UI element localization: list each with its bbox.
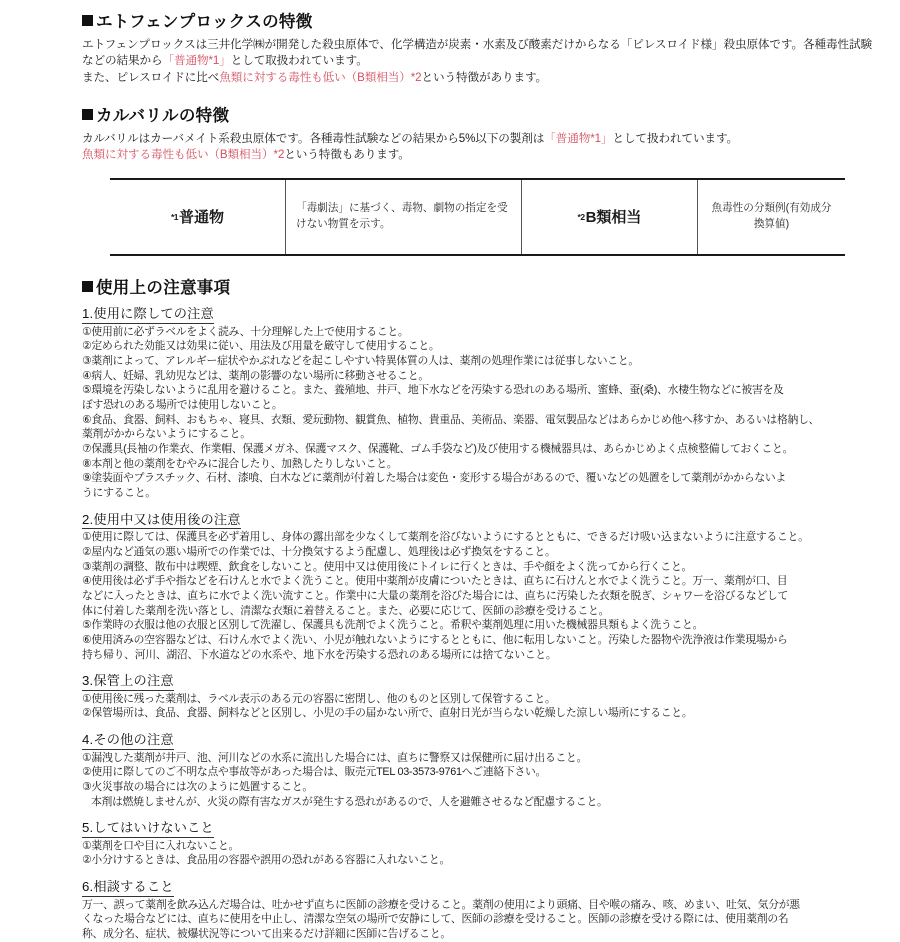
highlighted-text: 「普通物*1」 [544,131,613,145]
notice-item: ③薬剤によって、アレルギー症状やかぶれなどを起こしやすい特異体質の人は、薬剤の処理作業には従事しないこと。 [82,354,639,367]
notice-item: くなった場合などには、直ちに使用を中止し、清潔な空気の場所で安静にして、医師の診療を受けること。医師の診療を受ける際には、使用薬剤の名 [82,913,789,926]
footnote-marker: *2 [577,212,585,223]
plain-text: として取扱われています。 [230,54,368,68]
square-bullet-icon [82,15,93,26]
notice-group-title: 1.使用に際しての注意 [82,306,214,324]
highlighted-text: 魚類に対する毒性も低い（B類相当）*2 [82,148,285,162]
paragraph [82,131,878,147]
term-cell-b-class [522,179,698,255]
notice-item: 体に付着した薬剤を洗い落とし、清潔な衣類に着替えること。また、必要に応じて、医師の診療を受けること。 [82,604,610,617]
notice-item: ②使用に際してのご不明な点や事故等があった場合は、販売元TEL 03-3573-9761へご連絡下さい。 [82,766,547,779]
section-usage-notices [82,278,878,942]
definition-table-wrapper [110,178,845,256]
square-bullet-icon [82,109,93,120]
notice-group [82,302,878,501]
notice-item: ①使用に際しては、保護具を必ず着用し、身体の露出部を少なくして薬剤を浴びないようにするとともに、できるだけ吸い込まないように注意すること。 [82,531,809,544]
notice-item: ⑧本剤と他の薬剤をむやみに混合したり、加熱したりしないこと。 [82,457,398,470]
paragraph [82,37,878,70]
plain-text: という特徴があります。 [421,70,548,84]
notice-item: ⑦保護具(長袖の作業衣、作業帽、保護メガネ、保護マスク、保護靴、ゴム手袋など)及び使用する機械器具は、あらかじめよく点検整備しておくこと。 [82,443,794,456]
notice-item: 本剤は燃焼しませんが、火災の際有害なガスが発生する恐れがあるので、人を避難させるなど配慮すること。 [91,795,608,808]
notice-item: ①使用前に必ずラベルをよく読み、十分理解した上で使用すること。 [82,325,409,338]
plain-text: エトフェンプロックスは三井化学㈱が開発した殺虫原体で、化学構造が炭素・水素及び酸素だけからなる「ピレスロイド様」殺虫原体です。各種毒性試験などの結果から [82,37,872,68]
notice-item: ぼす恐れのある場所では使用しないこと。 [82,399,283,411]
plain-text: また、ピレスロイドに比べ [82,70,220,84]
notice-item: ②定められた効能又は効果に従い、用法及び用量を厳守して使用すること。 [82,340,440,353]
notice-item: ⑥使用済みの空容器などは、石けん水でよく洗い、小児が触れないようにするとともに、他に転用しないこと。汚染した器物や洗浄液は作業現場から [82,633,788,646]
notice-group-title: 3.保管上の注意 [82,673,174,691]
notice-item: ⑤環境を汚染しないように乱用を避けること。また、養殖地、井戸、地下水などを汚染する恐れのある場所、蜜蜂、蚕(桑)、水棲生物などに被害を及 [82,384,784,397]
definition-table-body [110,179,845,255]
square-bullet-icon [82,281,93,292]
notice-item: ③火災事故の場合には次のように処置すること。 [82,780,313,793]
section-heading-text: カルバリルの特徴 [96,106,230,125]
paragraph [82,147,878,163]
notice-item: ④使用後は必ず手や指などを石けんと水でよく洗うこと。使用中薬剤が皮膚についたときは、直ちに石けんと水でよく洗うこと。万一、薬剤が口、目 [82,575,788,588]
term-label: 普通物 [179,209,225,227]
notice-group [82,721,878,809]
description-cell-b-class: 魚毒性の分類例(有効成分換算値) [711,202,832,230]
notice-item: 薬剤がかからないようにすること。 [82,428,251,441]
section-heading-text: エトフェンプロックスの特徴 [96,13,313,31]
notice-group [82,868,878,942]
notice-item: うにすること。 [82,487,156,500]
highlighted-text: 「普通物*1」 [162,54,231,68]
plain-text: カルバリルはカーバメイト系殺虫原体です。各種毒性試験などの結果から5%以下の製剤は [82,131,545,145]
notice-item: ①薬剤を口や目に入れないこと。 [82,839,240,852]
notice-item: ①使用後に残った薬剤は、ラベル表示のある元の容器に密閉し、他のものと区別して保管すること。 [82,692,556,705]
notice-item: 持ち帰り、河川、湖沼、下水道などの水系や、地下水を汚染する恐れのある場所には捨てないこと。 [82,648,557,661]
notice-group-list [82,302,878,942]
notice-group [82,501,878,663]
paragraph [82,70,878,86]
notice-item: ⑨塗装面やプラスチック、石材、漆喰、白木などに薬剤が付着した場合は変色・変形する場合があるので、覆いなどの処置をして薬剤がかからないよ [82,472,787,485]
notice-group-title: 6.相談すること [82,879,174,897]
notice-group [82,809,878,868]
notice-item: ④病人、妊婦、乳幼児などは、薬剤の影響のない場所に移動させること。 [82,369,429,382]
highlighted-text: 魚類に対する毒性も低い（B類相当）*2 [219,70,422,84]
description-cell-futsubutsu: 「毒劇法」に基づく、毒物、劇物の指定を受けない物質を示す。 [286,179,522,255]
plain-text: という特徴もあります。 [284,148,410,162]
section-heading-carbaryl [82,106,878,127]
term-label: B類相当 [585,209,642,227]
definition-table [110,178,845,256]
notice-item: 称、成分名、症状、被爆状況等について出来るだけ詳細に医師に告げること。 [82,927,451,940]
footnote-marker: *1 [170,212,179,223]
notice-item: ⑥食品、食器、飼料、おもちゃ、寝具、衣類、愛玩動物、観賞魚、植物、貴重品、美術品、楽器、電気製品などはあらかじめ他へ移すか、あるいは格納し、 [82,413,820,426]
section-heading-etofenprox [82,12,878,33]
notice-item: ②小分けするときは、食品用の容器や誤用の恐れがある容器に入れないこと。 [82,854,451,867]
notice-item: などに入ったときは、直ちに水でよく洗い流すこと。作業中に大量の薬剤を浴びた場合には、直ちに汚染した衣類を脱ぎ、シャワーを浴びるなどして [82,589,788,602]
notice-group-title: 4.その他の注意 [82,732,174,750]
notice-item: ①漏洩した薬剤が井戸、池、河川などの水系に流出した場合には、直ちに警察又は保健所に届け出ること。 [82,751,588,764]
notice-item: ②保管場所は、食品、食器、飼料などと区別し、小児の手の届かない所で、直射日光が当らない乾燥した涼しい場所にすること。 [82,707,693,720]
plain-text: として扱われています。 [612,131,739,145]
notice-item: ⑤作業時の衣服は他の衣服と区別して洗濯し、保護具も洗剤でよく洗うこと。希釈や薬剤処理に用いた機械器具類もよく洗うこと。 [82,619,704,632]
term-cell-futsubutsu [110,179,286,255]
notice-group-title: 2.使用中又は使用後の注意 [82,512,241,530]
table-row [110,179,845,255]
section-etofenprox [82,12,878,86]
section-carbaryl [82,106,878,164]
notice-item: ③薬剤の調整、散布中は喫煙、飲食をしないこと。使用中又は使用後にトイレに行くときは、手や顔をよく洗ってから行くこと。 [82,560,693,573]
notice-item: 万一、誤って薬剤を飲み込んだ場合は、吐かせず直ちに医師の診療を受けること。薬剤の使用により頭痛、目や喉の痛み、咳、めまい、吐気、気分が悪 [82,898,800,911]
notice-group-title: 5.してはいけないこと [82,820,214,838]
notice-item: ②屋内など通気の悪い場所での作業では、十分換気するよう配慮し、処理後は必ず換気をすること。 [82,545,556,558]
section-heading-usage-notices [82,278,878,299]
section-heading-text: 使用上の注意事項 [96,278,231,297]
notice-group [82,662,878,721]
